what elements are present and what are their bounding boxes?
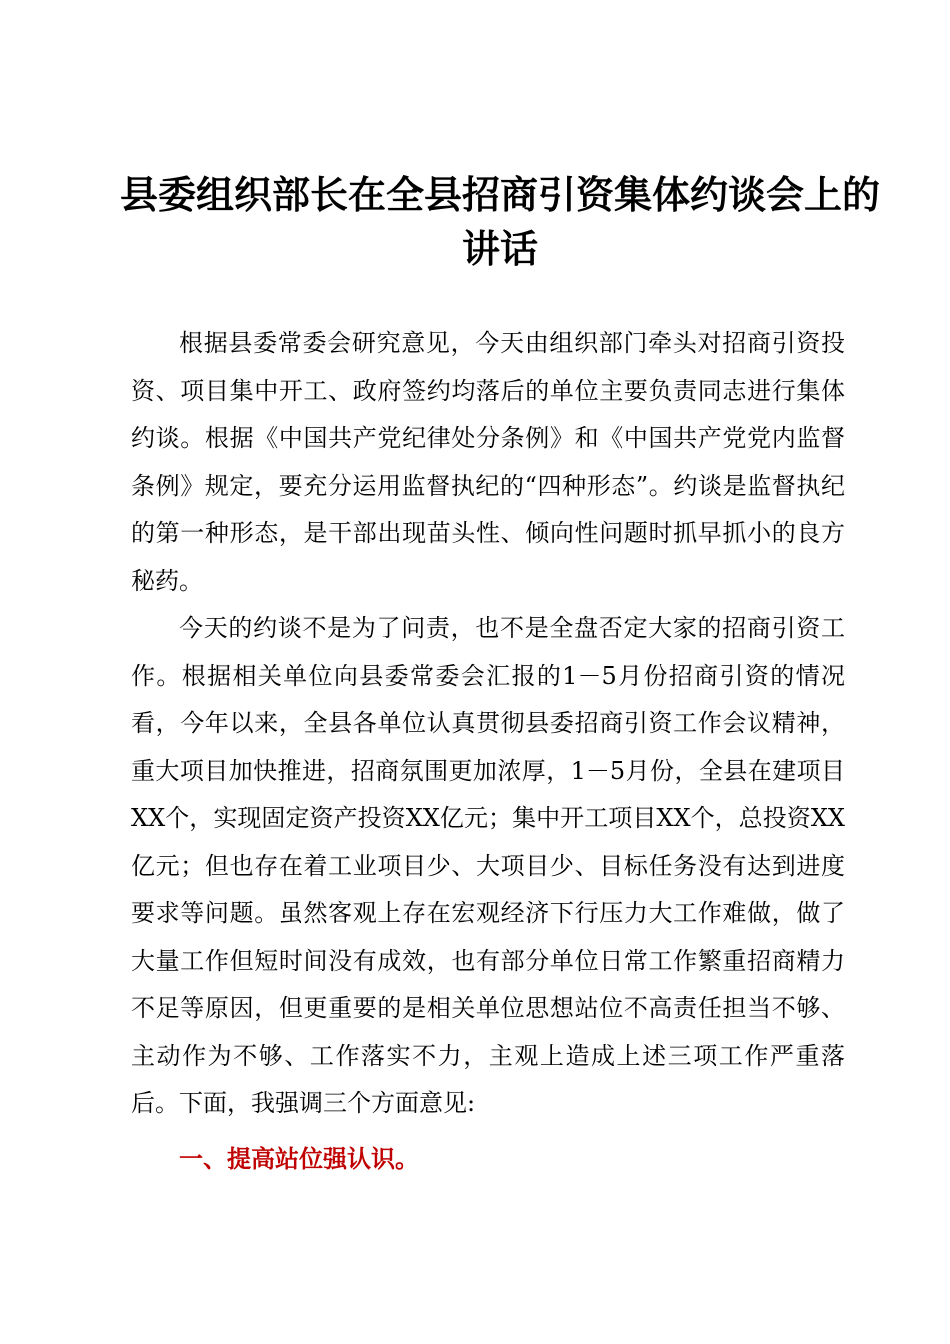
document-body <box>131 320 845 1183</box>
body-paragraph-2: 今天的约谈不是为了问责，也不是全盘否定大家的招商引资工作。根据相关单位向县委常委会汇报的1－5月份招商引资的情况看，今年以来，全县各单位认真贯彻县委招商引资工作会议精神，重大项目加快推进，招商氛围更加浓厚，1－5月份，全县在建项目XX个，实现固定资产投资XX亿元；集中开工项目XX个，总投资XX亿元；但也存在着工业项目少、大项目少、目标任务没有达到进度要求等问题。虽然客观上存在宏观经济下行压力大工作难做，做了大量工作但短时间没有成效，也有部分单位日常工作繁重招商精力不足等原因，但更重要的是相关单位思想站位不高责任担当不够、主动作为不够、工作落实不力，主观上造成上述三项工作严重落后。下面，我强调三个方面意见: <box>131 614 845 1117</box>
body-paragraph-1: 根据县委常委会研究意见，今天由组织部门牵头对招商引资投资、项目集中开工、政府签约均落后的单位主要负责同志进行集体约谈。根据《中国共产党纪律处分条例》和《中国共产党党内监督条例》规定，要充分运用监督执纪的“四种形态”。约谈是监督执纪的第一种形态，是干部出现苗头性、倾向性问题时抓早抓小的良方秘药。 <box>131 329 845 595</box>
section-heading: 一、提高站位强认识。 <box>179 1144 419 1173</box>
document-title: 县委组织部长在全县招商引资集体约谈会上的讲话 <box>120 172 881 271</box>
